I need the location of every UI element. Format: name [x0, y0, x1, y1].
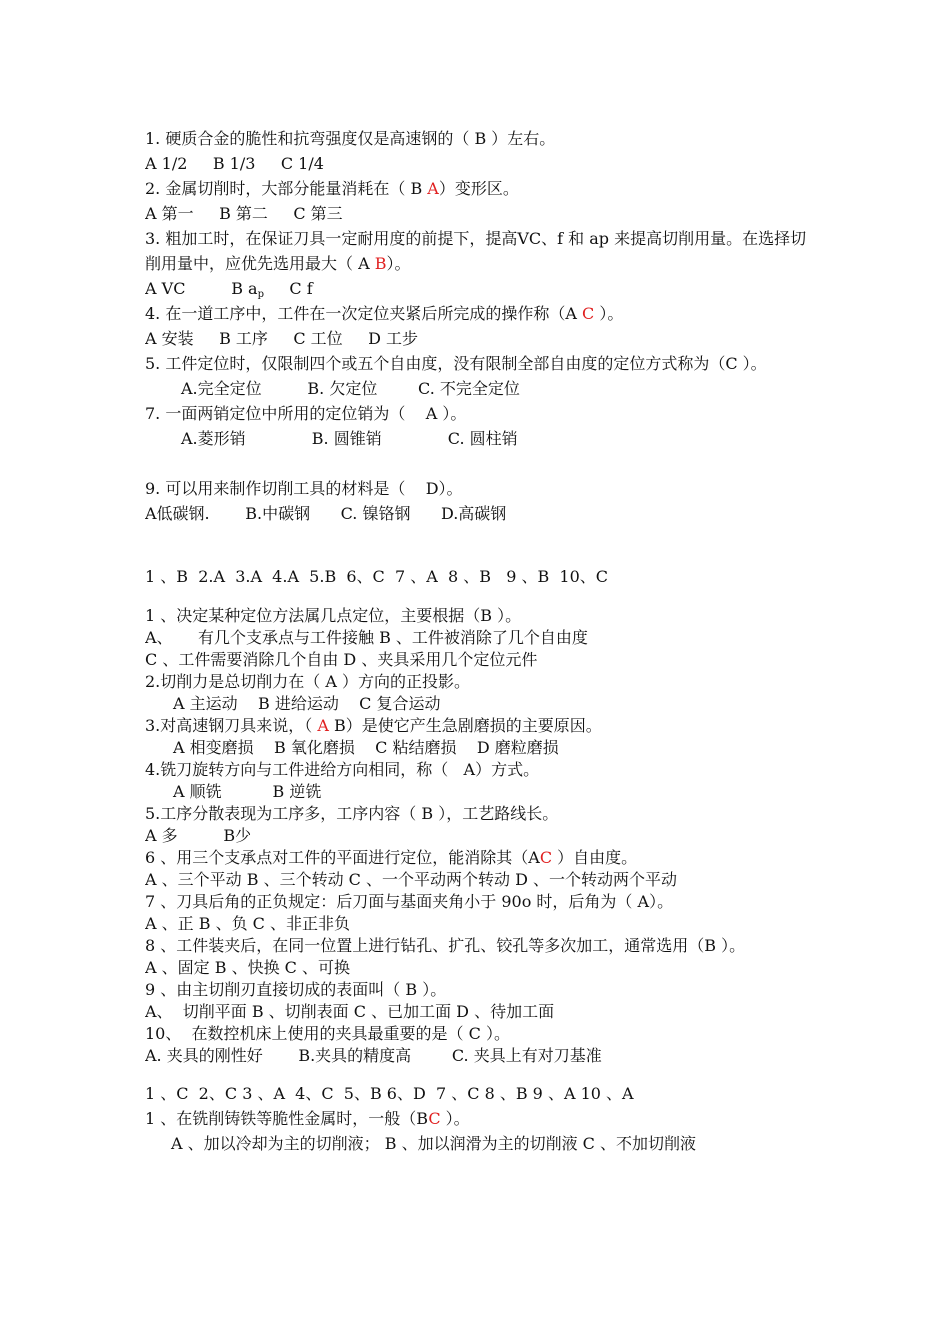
- section2-line-19: A、 切削平面 B 、切削表面 C 、已加工面 D 、待加工面: [145, 1002, 555, 1021]
- section2-line-8: 4.铣刀旋转方向与工件进给方向相同，称（ A）方式。: [145, 760, 540, 779]
- question-3-option-c: C f: [264, 279, 313, 298]
- question-3: [145, 226, 815, 276]
- spacer: [145, 526, 815, 564]
- question-3-answer-mark: B: [374, 254, 387, 273]
- question-4-text: 4. 在一道工序中，工件在一次定位夹紧后所完成的操作称（A: [145, 304, 582, 323]
- question-4-options: A 安装 B 工序 C 工位 D 工步: [145, 329, 419, 348]
- question-3-text-end: ）。: [386, 254, 411, 273]
- section2-line-5: A 主运动 B 进给运动 C 复合运动: [173, 694, 441, 713]
- question-4-answer-mark: C: [582, 304, 595, 323]
- spacer: [145, 451, 815, 476]
- section2-line-18: 9 、由主切削刃直接切成的表面叫（ B ）。: [145, 980, 447, 999]
- section2-line-12-text-end: ）自由度。: [552, 848, 638, 867]
- section3-line-1-answer-mark: C: [428, 1109, 441, 1128]
- question-2-options: A 第一 B 第二 C 第三: [145, 204, 343, 223]
- section2-line-11: A 多 B少: [145, 826, 252, 845]
- section2-line-2: A、 有几个支承点与工件接触 B 、工件被消除了几个自由度: [145, 628, 588, 647]
- question-3-option-subscript: p: [257, 289, 264, 300]
- question-4: [145, 301, 815, 326]
- spacer: [145, 589, 815, 605]
- answer-key-2: 1 、C 2、C 3 、A 4、C 5、B 6、D 7 、C 8 、B 9 、A 10 、A: [145, 1084, 634, 1103]
- section2-line-6-text-end: B）是使它产生急剧磨损的主要原因。: [328, 716, 602, 735]
- section2-line-13: A 、三个平动 B 、三个转动 C 、一个平动两个转动 D 、一个转动两个平动: [145, 870, 677, 889]
- question-7: 7. 一面两销定位中所用的定位销为（ A ）。: [145, 404, 467, 423]
- section2-line-14: 7 、刀具后角的正负规定：后刀面与基面夹角小于 90o 时，后角为（ A）。: [145, 892, 674, 911]
- section3-line-1: [145, 1106, 815, 1131]
- document-page: [145, 126, 815, 1156]
- question-2-text: 2. 金属切削时，大部分能量消耗在（ B: [145, 179, 428, 198]
- section2-line-12-text: 6 、用三个支承点对工件的平面进行定位，能消除其（A: [145, 848, 540, 867]
- question-3-options: [145, 276, 815, 301]
- section2-line-21: A. 夹具的刚性好 B.夹具的精度高 C. 夹具上有对刀基准: [145, 1046, 602, 1065]
- question-2-text-end: ）变形区。: [438, 179, 519, 198]
- section2-line-3: C 、工件需要消除几个自由 D 、夹具采用几个定位元件: [145, 650, 538, 669]
- section2-line-20: 10、 在数控机床上使用的夹具最重要的是（ C ）。: [145, 1024, 510, 1043]
- question-3-option-a: A VC B a: [145, 279, 258, 298]
- section2-line-12: [145, 847, 815, 869]
- question-5-options: A.完全定位 B. 欠定位 C. 不完全定位: [181, 379, 520, 398]
- question-2: [145, 176, 815, 201]
- section3-line-2: A 、加以冷却为主的切削液； B 、加以润滑为主的切削液 C 、不加切削液: [171, 1134, 696, 1153]
- section2-line-6-answer-mark: A: [317, 716, 329, 735]
- question-1: 1. 硬质合金的脆性和抗弯强度仅是高速钢的（ B ）左右。: [145, 129, 556, 148]
- section3-line-1-text: 1 、在铣削铸铁等脆性金属时，一般（B: [145, 1109, 429, 1128]
- section2-line-6: [145, 715, 815, 737]
- question-7-options: A.菱形销 B. 圆锥销 C. 圆柱销: [181, 429, 518, 448]
- section2-line-9: A 顺铣 B 逆铣: [173, 782, 322, 801]
- section2-line-10: 5.工序分散表现为工序多，工序内容（ B ），工艺路线长。: [145, 804, 559, 823]
- question-3-text: 3. 粗加工时，在保证刀具一定耐用度的前提下，提高VC、f 和 ap 来提高切削用量。在选择切削用量中，应优先选用最大（ A: [145, 229, 807, 273]
- section3-line-1-text-end: ）。: [440, 1109, 470, 1128]
- spacer: [145, 1067, 815, 1081]
- section2-line-4: 2.切削力是总切削力在（ A ）方向的正投影。: [145, 672, 470, 691]
- section2-line-15: A 、正 B 、负 C 、非正非负: [145, 914, 350, 933]
- question-9-options: A低碳钢. B.中碳钢 C. 镍铬钢 D.高碳钢: [145, 504, 507, 523]
- section2-line-16: 8 、工件装夹后，在同一位置上进行钻孔、扩孔、铰孔等多次加工，通常选用（B ）。: [145, 936, 746, 955]
- question-9: 9. 可以用来制作切削工具的材料是（ D）。: [145, 479, 463, 498]
- answer-key-1: 1 、B 2.A 3.A 4.A 5.B 6、C 7 、A 8 、B 9 、B 10、C: [145, 567, 609, 586]
- section2-line-12-answer-mark: C: [539, 848, 553, 867]
- section2-line-1: 1 、决定某种定位方法属几点定位，主要根据（B ）。: [145, 606, 522, 625]
- section2-line-17: A 、固定 B 、快换 C 、可换: [145, 958, 350, 977]
- question-5: 5. 工件定位时，仅限制四个或五个自由度，没有限制全部自由度的定位方式称为（C ）。: [145, 354, 767, 373]
- question-2-answer-mark: A: [427, 179, 439, 198]
- section2-line-7: A 相变磨损 B 氧化磨损 C 粘结磨损 D 磨粒磨损: [173, 738, 559, 757]
- section2-line-6-text: 3.对高速钢刀具来说，（: [145, 716, 318, 735]
- question-1-options: A 1/2 B 1/3 C 1/4: [145, 154, 324, 173]
- question-4-text-end: ）。: [594, 304, 624, 323]
